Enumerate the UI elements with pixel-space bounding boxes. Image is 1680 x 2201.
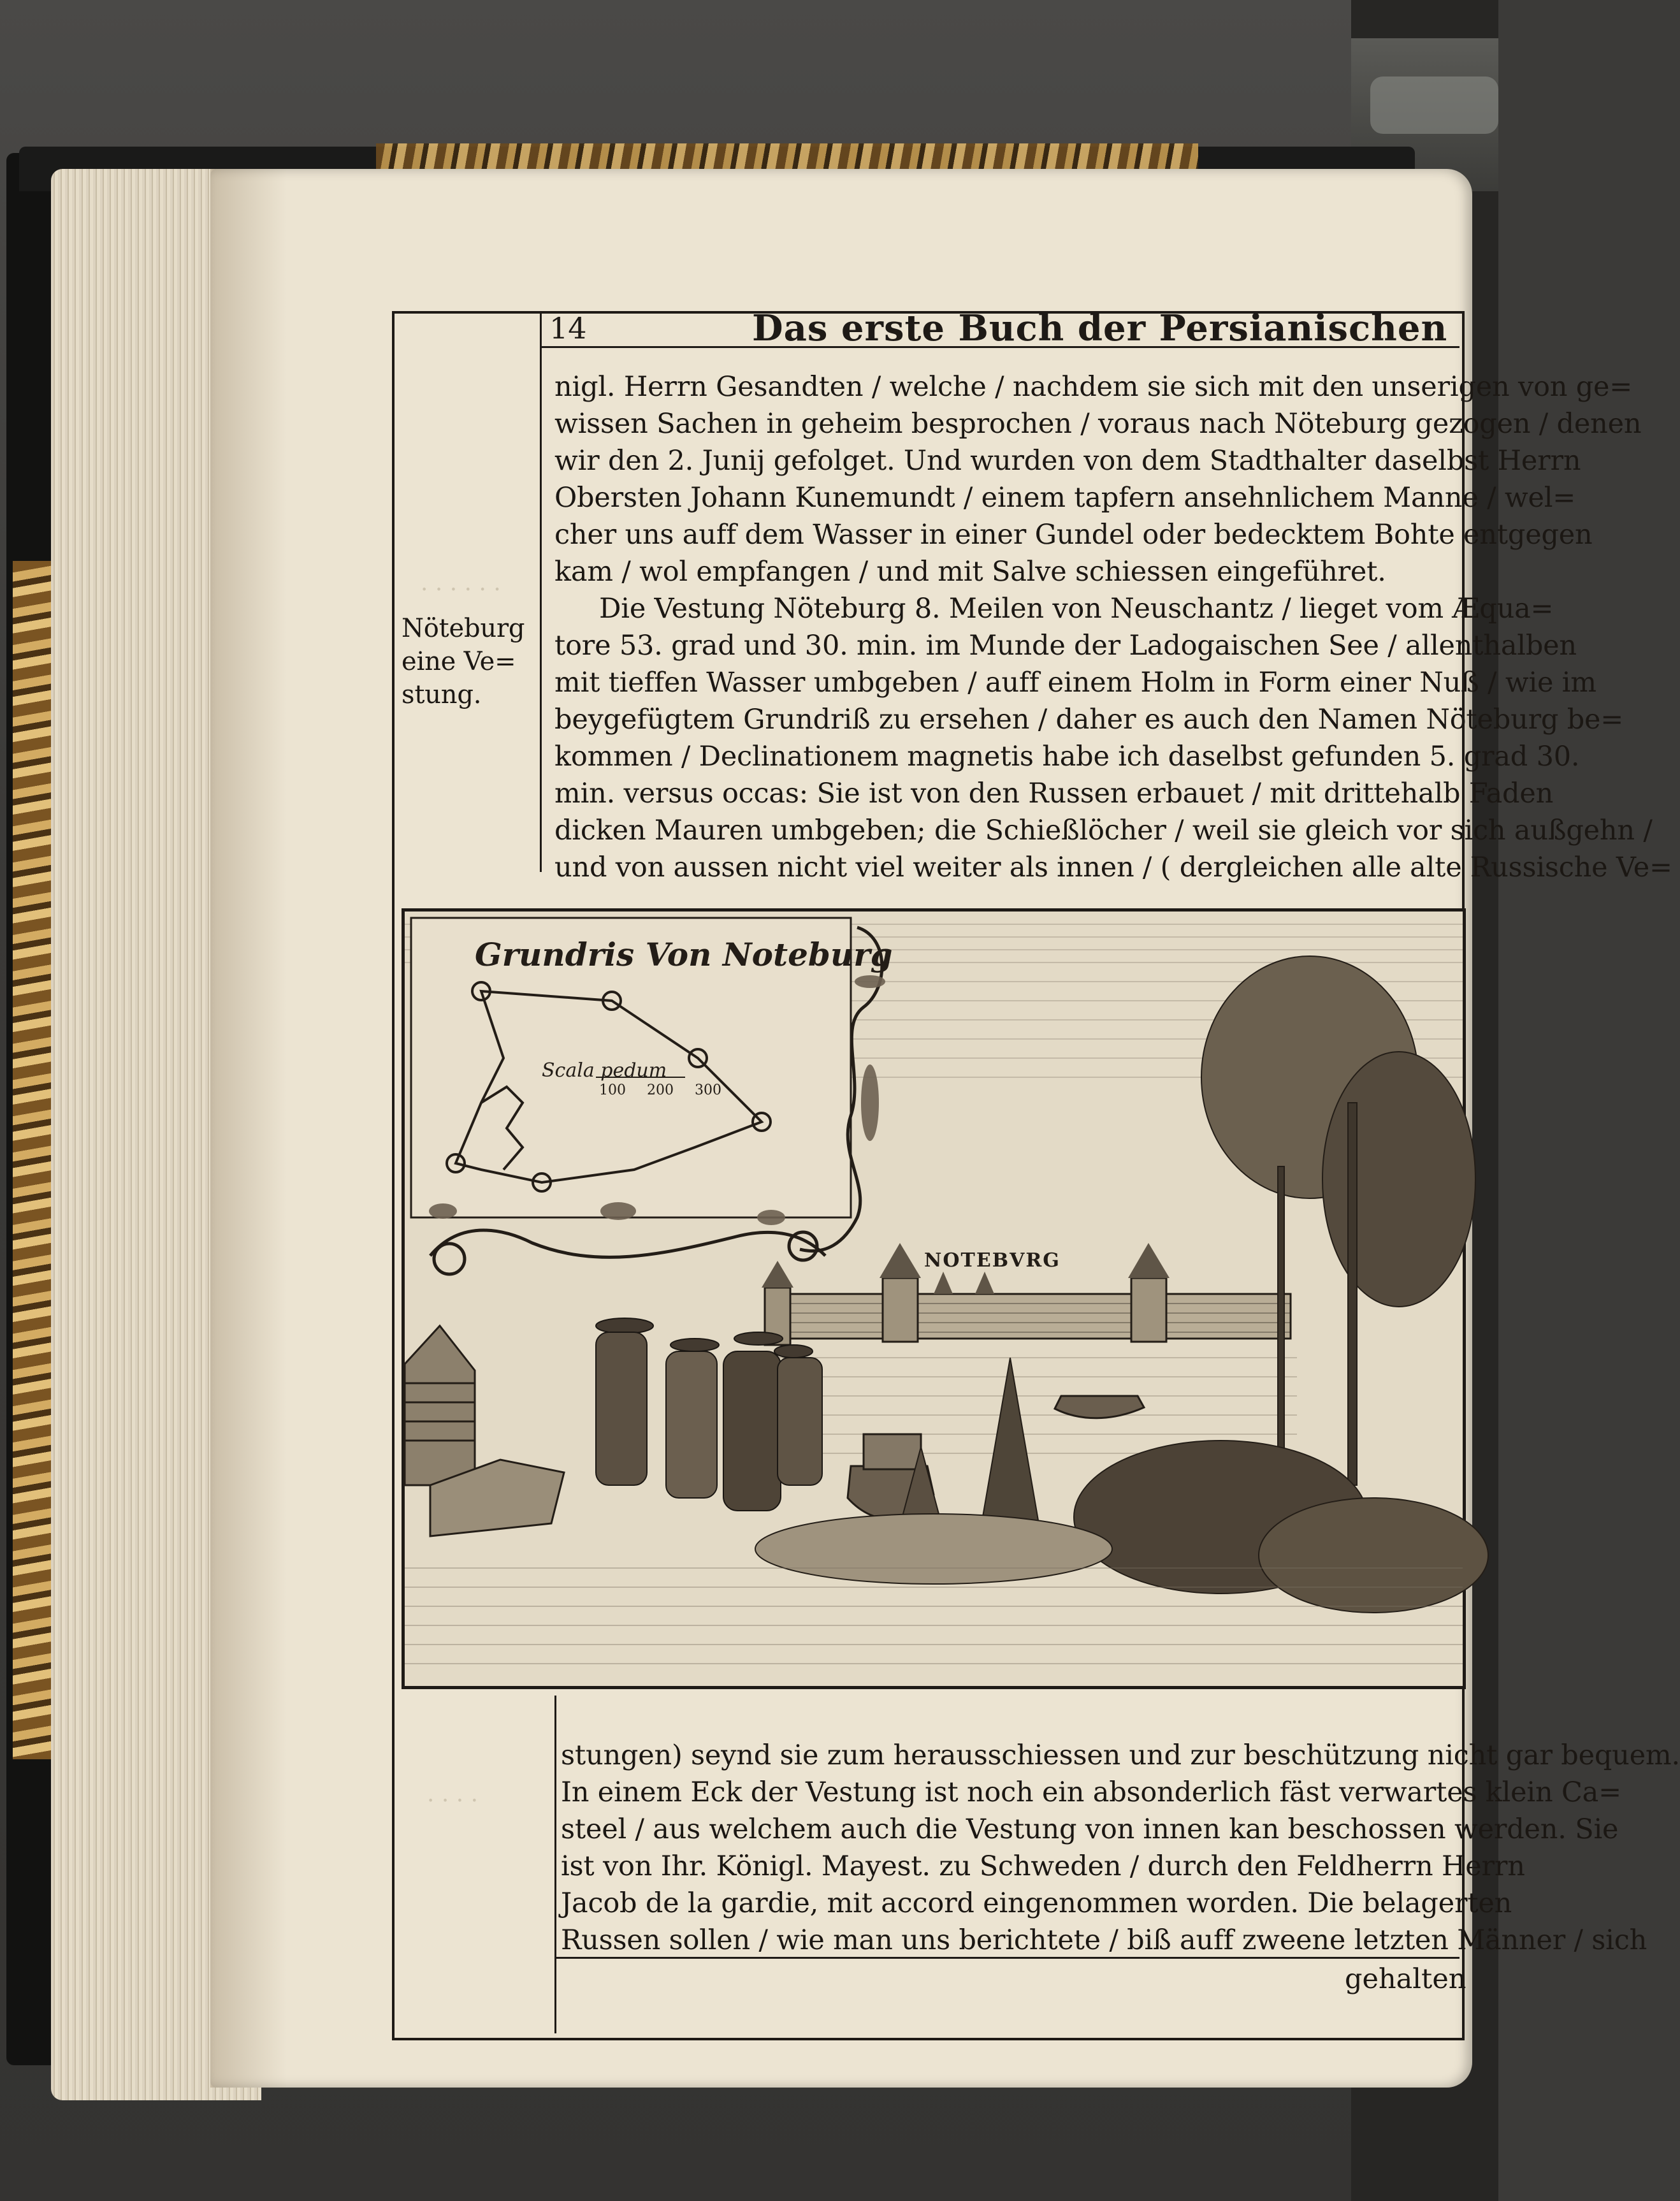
margin-note — [402, 612, 542, 711]
scale-number: 100 — [599, 1082, 626, 1098]
text-line: steel / aus welchem auch die Vestung von innen kan beschossen werden. Sie — [561, 1813, 1619, 1845]
scale-number: 300 — [695, 1082, 721, 1098]
margin-rule-lower — [554, 1696, 556, 2033]
text-line: mit tieffen Wasser umbgeben / auff einem Holm in Form einer Nuß / wie im — [554, 667, 1597, 699]
text-line: Russen sollen / wie man uns berichtete / biß auff zweene letzten Männer / sich — [561, 1924, 1647, 1956]
scale-numbers — [599, 1082, 738, 1098]
adjacent-book-highlight — [1370, 76, 1498, 134]
upper-text-block — [554, 368, 1672, 886]
text-line: tore 53. grad und 30. min. im Munde der Ladogaischen See / allenthalben — [554, 630, 1577, 662]
margin-rule — [540, 311, 542, 872]
text-line: cher uns auff dem Wasser in einer Gundel oder bedecktem Bohte entgegen — [554, 519, 1593, 551]
page-number: 14 — [549, 311, 587, 345]
text-line: In einem Eck der Vestung ist noch ein absonderlich fäst verwartes klein Ca= — [561, 1776, 1621, 1808]
margin-note-line: stung. — [402, 680, 482, 709]
running-head: Das erste Buch der Persianischen — [752, 307, 1448, 349]
text-line: dicken Mauren umbgeben; die Schießlöcher / weil sie gleich vor sich außgehn / — [554, 815, 1653, 846]
engraved-plate — [402, 908, 1466, 1689]
show-through-text: · · · · · · — [421, 577, 501, 603]
show-through-text: · · · · — [427, 1788, 479, 1814]
travellers — [596, 1318, 822, 1511]
text-line: Obersten Johann Kunemundt / einem tapfern ansehnlichem Manne / wel= — [554, 482, 1576, 514]
text-line: kommen / Declinationem magnetis habe ich daselbst gefunden 5. grad 30. — [554, 741, 1580, 773]
text-line: stungen) seynd sie zum herausschiessen und zur beschützung nicht gar bequem. — [561, 1740, 1680, 1771]
text-line: min. versus occas: Sie ist von den Russen erbauet / mit drittehalb Faden — [554, 778, 1554, 810]
town-label: NOTEBVRG — [924, 1249, 1061, 1272]
engraving-illustration — [405, 912, 1463, 1686]
scale-label: Scala pedum — [542, 1059, 667, 1082]
gutter-shadow — [210, 169, 287, 2088]
text-line: kam / wol empfangen / und mit Salve schiessen eingeführet. — [554, 556, 1386, 588]
text-line: Jacob de la gardie, mit accord eingenommen worden. Die belagerten — [561, 1887, 1512, 1919]
text-line: und von aussen nicht viel weiter als innen / ( dergleichen alle alte Russische Ve= — [554, 852, 1672, 883]
lower-text-block — [561, 1737, 1680, 1959]
margin-note-line: Nöteburg — [402, 614, 525, 643]
margin-note-line: eine Ve= — [402, 647, 516, 676]
catchword: gehalten — [1345, 1963, 1466, 1995]
text-line: wissen Sachen in geheim besprochen / voraus nach Nöteburg gezogen / denen — [554, 408, 1642, 440]
text-line: wir den 2. Junij gefolget. Und wurden von dem Stadthalter daselbst Herrn — [554, 445, 1581, 477]
scale-number: 200 — [647, 1082, 674, 1098]
plan-title: Grundris Von Noteburg — [475, 936, 893, 973]
text-line: nigl. Herrn Gesandten / welche / nachdem sie sich mit den unserigen von ge= — [554, 371, 1633, 403]
text-line: ist von Ihr. Königl. Mayest. zu Schweden / durch den Feldherrn Herrn — [561, 1850, 1525, 1882]
text-line: beygefügtem Grundriß zu ersehen / daher es auch den Namen Nöteburg be= — [554, 704, 1624, 736]
wooden-hut — [405, 1326, 564, 1536]
text-line: Die Vestung Nöteburg 8. Meilen von Neuschantz / lieget vom Æqua= — [599, 593, 1554, 625]
